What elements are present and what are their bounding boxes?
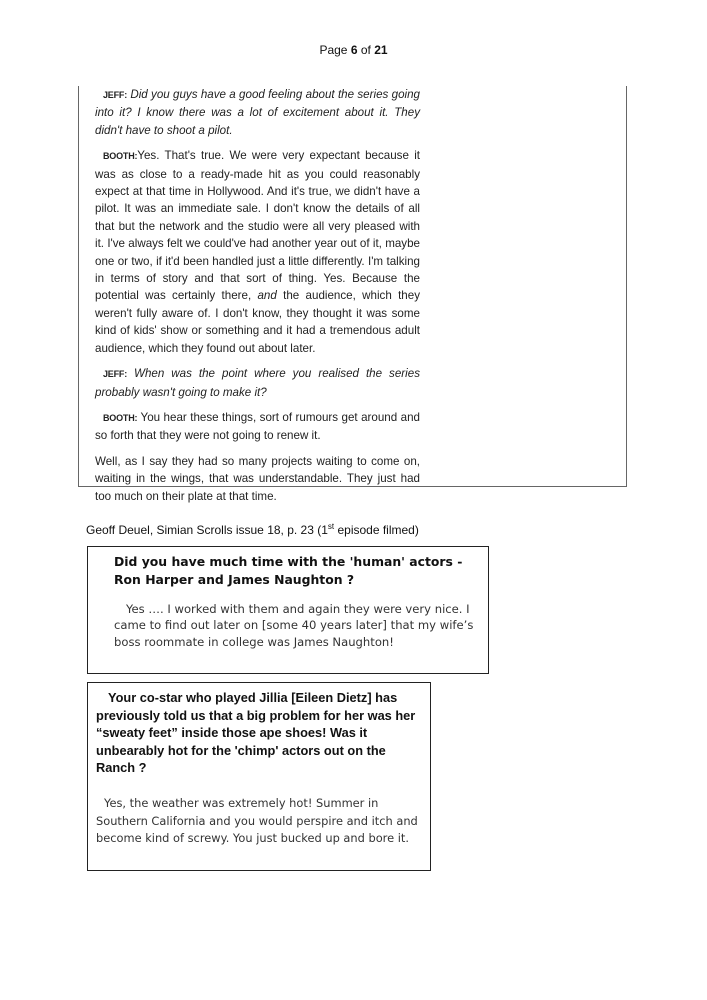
speaker-jeff: JEFF: [103, 369, 128, 380]
speaker-booth: BOOTH: [103, 151, 138, 162]
interview-box-sweaty-feet [87, 682, 431, 871]
speaker-booth: BOOTH: [103, 412, 138, 423]
page-prefix: Page [319, 43, 351, 57]
answer-text: Yes …. I worked with them and again they were very nice. I came to find out later on [some 40 years later] that my wife’s boss roommate in college was James Naughton! [114, 602, 474, 649]
question-1: JEFF: Did you guys have a good feeling about the series going into it? I know there was a lot of excitement about it. They didn't have to shoot a pilot. [95, 88, 420, 137]
question-text: Did you have much time with the 'human' actors - Ron Harper and James Naughton ? [114, 554, 463, 587]
booth-interview-scan [78, 86, 627, 503]
booth-interview-text [95, 86, 420, 513]
question-text: Your co-star who played Jillia [Eileen Dietz] has previously told us that a big problem for her was her “sweaty feet” inside those ape shoes! Was it unbearably hot for the 'chimp' actors out on the Ranch ? [96, 690, 416, 776]
answer-2: BOOTH: You hear these things, sort of rumours get around and so forth that they were not going to renew it. [95, 410, 420, 443]
page-of: of [357, 43, 375, 57]
speaker-jeff: JEFF: [103, 90, 128, 100]
answer-text: Yes, the weather was extremely hot! Summer in Southern California and you would perspire and itch and become kind of screwy. You just bucked up and bore it. [96, 796, 418, 846]
answer-3: Well, as I say they had so many projects waiting to come on, waiting in the wings, that was understandable. They just had too much on their plate at that time. [95, 454, 420, 503]
source-caption: Geoff Deuel, Simian Scrolls issue 18, p. 23 (1st episode filmed) [86, 522, 419, 537]
page-number [0, 43, 707, 57]
page-total: 21 [374, 43, 388, 57]
page-current: 6 [350, 43, 358, 57]
interview-box-human-actors [87, 546, 489, 674]
question-2: JEFF: When was the point where you realised the series probably wasn't going to make it? [95, 367, 420, 399]
answer-1: BOOTH:Yes. That's true. We were very expectant because it was as close to a ready-made hit as you could reasonably expect at that time in Hollywood. And it's true, we didn't have a pilot. It was an immediate sale. I don't know the details of all that but the network and the studio were all very pleased with it. I've always felt we could've had another year out of it, maybe one or two, if it'd been handled just a little differently. I'm talking in terms of story and that sort of thing. Yes. Because the potential was certainly there, and the audience, which they weren't fully aware of. I don't know, they thought it was some kind of kids' show or something and it had a tremendous adult audience, which they found out about later. [95, 149, 420, 355]
